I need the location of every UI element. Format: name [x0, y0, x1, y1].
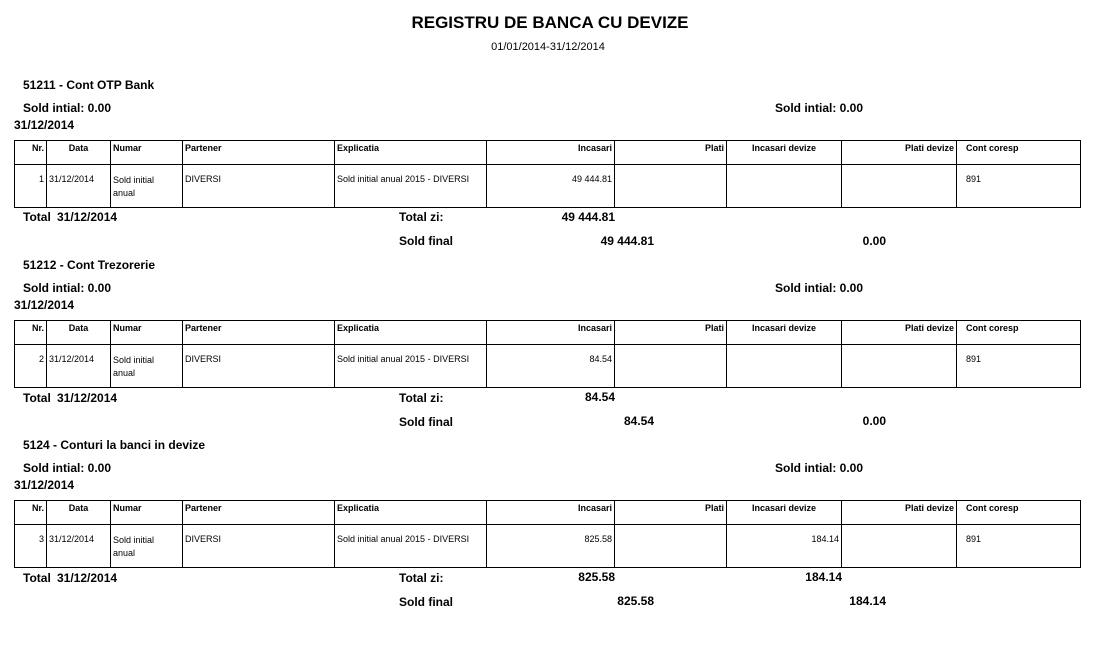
col-plati: Plati — [615, 321, 727, 345]
cell-nr: 3 — [15, 525, 47, 568]
col-nr: Nr. — [15, 501, 47, 525]
total-label: Total — [23, 391, 51, 405]
report-title: REGISTRU DE BANCA CU DEVIZE — [411, 13, 689, 32]
table-row — [15, 165, 1081, 208]
col-nr: Nr. — [15, 321, 47, 345]
total-zi-label: Total zi: — [399, 210, 444, 224]
table-row — [15, 525, 1081, 568]
register-table — [14, 320, 1081, 388]
sold-final-lei: 825.58 — [617, 594, 654, 608]
cell-plati — [615, 525, 727, 568]
cell-cont-coresp: 891 — [957, 165, 1081, 208]
section-date: 31/12/2014 — [14, 478, 75, 492]
col-plati-devize: Plati devize — [842, 321, 957, 345]
cell-incasari: 49 444.81 — [487, 165, 615, 208]
col-cont-coresp: Cont coresp — [957, 141, 1081, 165]
cell-numar — [111, 345, 183, 388]
sold-final-devize: 0.00 — [862, 414, 886, 428]
cell-plati — [615, 345, 727, 388]
col-plati-devize: Plati devize — [842, 141, 957, 165]
total-zi-label: Total zi: — [399, 571, 444, 585]
table-header-row — [15, 141, 1081, 165]
cell-nr: 1 — [15, 165, 47, 208]
col-data: Data — [47, 501, 111, 525]
table-row — [15, 345, 1081, 388]
cell-incasari-devize: 184.14 — [727, 525, 842, 568]
total-zi-lei: 825.58 — [578, 570, 615, 584]
sold-final-devize: 184.14 — [849, 594, 886, 608]
cell-numar-line2: anual — [113, 188, 136, 198]
cell-partener: DIVERSI — [183, 165, 335, 208]
col-explicatia: Explicatia — [335, 501, 487, 525]
cell-partener: DIVERSI — [183, 525, 335, 568]
col-partener: Partener — [183, 141, 335, 165]
cell-plati-devize — [842, 165, 957, 208]
report-period: 01/01/2014-31/12/2014 — [491, 41, 605, 53]
col-cont-coresp: Cont coresp — [957, 501, 1081, 525]
col-partener: Partener — [183, 501, 335, 525]
section-date: 31/12/2014 — [14, 298, 75, 312]
col-incasari: Incasari — [487, 141, 615, 165]
cell-numar — [111, 165, 183, 208]
cell-numar-line1: Sold initial — [113, 355, 155, 365]
col-partener: Partener — [183, 321, 335, 345]
cell-cont-coresp: 891 — [957, 525, 1081, 568]
cell-numar — [111, 525, 183, 568]
col-cont-coresp: Cont coresp — [957, 321, 1081, 345]
cell-explicatia: Sold initial anual 2015 - DIVERSI — [335, 165, 487, 208]
sold-final-label: Sold final — [399, 595, 453, 609]
cell-incasari: 825.58 — [487, 525, 615, 568]
col-plati: Plati — [615, 501, 727, 525]
col-plati: Plati — [615, 141, 727, 165]
col-explicatia: Explicatia — [335, 141, 487, 165]
cell-cont-coresp: 891 — [957, 345, 1081, 388]
cell-data: 31/12/2014 — [47, 165, 111, 208]
cell-numar-line2: anual — [113, 368, 136, 378]
total-date: 31/12/2014 — [57, 210, 118, 224]
cell-numar-line1: Sold initial — [113, 175, 155, 185]
cell-nr: 2 — [15, 345, 47, 388]
account-title: 51211 - Cont OTP Bank — [23, 78, 155, 92]
total-date: 31/12/2014 — [57, 571, 118, 585]
sold-final-devize: 0.00 — [862, 234, 886, 248]
total-label: Total — [23, 210, 51, 224]
sold-final-lei: 49 444.81 — [600, 234, 654, 248]
col-explicatia: Explicatia — [335, 321, 487, 345]
col-incasari-devize: Incasari devize — [727, 321, 842, 345]
total-zi-lei: 49 444.81 — [561, 210, 615, 224]
col-incasari-devize: Incasari devize — [727, 501, 842, 525]
account-title: 51212 - Cont Trezorerie — [23, 258, 156, 272]
cell-explicatia: Sold initial anual 2015 - DIVERSI — [335, 525, 487, 568]
cell-data: 31/12/2014 — [47, 525, 111, 568]
col-plati-devize: Plati devize — [842, 501, 957, 525]
sold-final-lei: 84.54 — [623, 414, 654, 428]
cell-plati — [615, 165, 727, 208]
cell-incasari-devize — [727, 345, 842, 388]
register-table — [14, 140, 1081, 208]
sold-initial-devize: Sold intial: 0.00 — [775, 281, 864, 295]
sold-initial-devize: Sold intial: 0.00 — [775, 101, 864, 115]
col-data: Data — [47, 141, 111, 165]
col-incasari: Incasari — [487, 501, 615, 525]
cell-incasari-devize — [727, 165, 842, 208]
cell-data: 31/12/2014 — [47, 345, 111, 388]
table-header-row — [15, 321, 1081, 345]
total-date: 31/12/2014 — [57, 391, 118, 405]
cell-explicatia: Sold initial anual 2015 - DIVERSI — [335, 345, 487, 388]
col-numar: Numar — [111, 141, 183, 165]
cell-incasari: 84.54 — [487, 345, 615, 388]
sold-initial-lei: Sold intial: 0.00 — [23, 281, 112, 295]
cell-plati-devize — [842, 525, 957, 568]
cell-numar-line2: anual — [113, 548, 136, 558]
col-nr: Nr. — [15, 141, 47, 165]
total-zi-label: Total zi: — [399, 391, 444, 405]
col-incasari-devize: Incasari devize — [727, 141, 842, 165]
register-table — [14, 500, 1081, 568]
cell-numar-line1: Sold initial — [113, 535, 155, 545]
sold-final-label: Sold final — [399, 415, 453, 429]
sold-final-label: Sold final — [399, 234, 453, 248]
total-label: Total — [23, 571, 51, 585]
col-data: Data — [47, 321, 111, 345]
total-zi-devize: 184.14 — [805, 570, 842, 584]
sold-initial-devize: Sold intial: 0.00 — [775, 461, 864, 475]
table-header-row — [15, 501, 1081, 525]
sold-initial-lei: Sold intial: 0.00 — [23, 101, 112, 115]
cell-plati-devize — [842, 345, 957, 388]
col-incasari: Incasari — [487, 321, 615, 345]
col-numar: Numar — [111, 501, 183, 525]
account-title: 5124 - Conturi la banci in devize — [23, 438, 206, 452]
col-numar: Numar — [111, 321, 183, 345]
sold-initial-lei: Sold intial: 0.00 — [23, 461, 112, 475]
cell-partener: DIVERSI — [183, 345, 335, 388]
section-date: 31/12/2014 — [14, 118, 75, 132]
total-zi-lei: 84.54 — [584, 390, 615, 404]
